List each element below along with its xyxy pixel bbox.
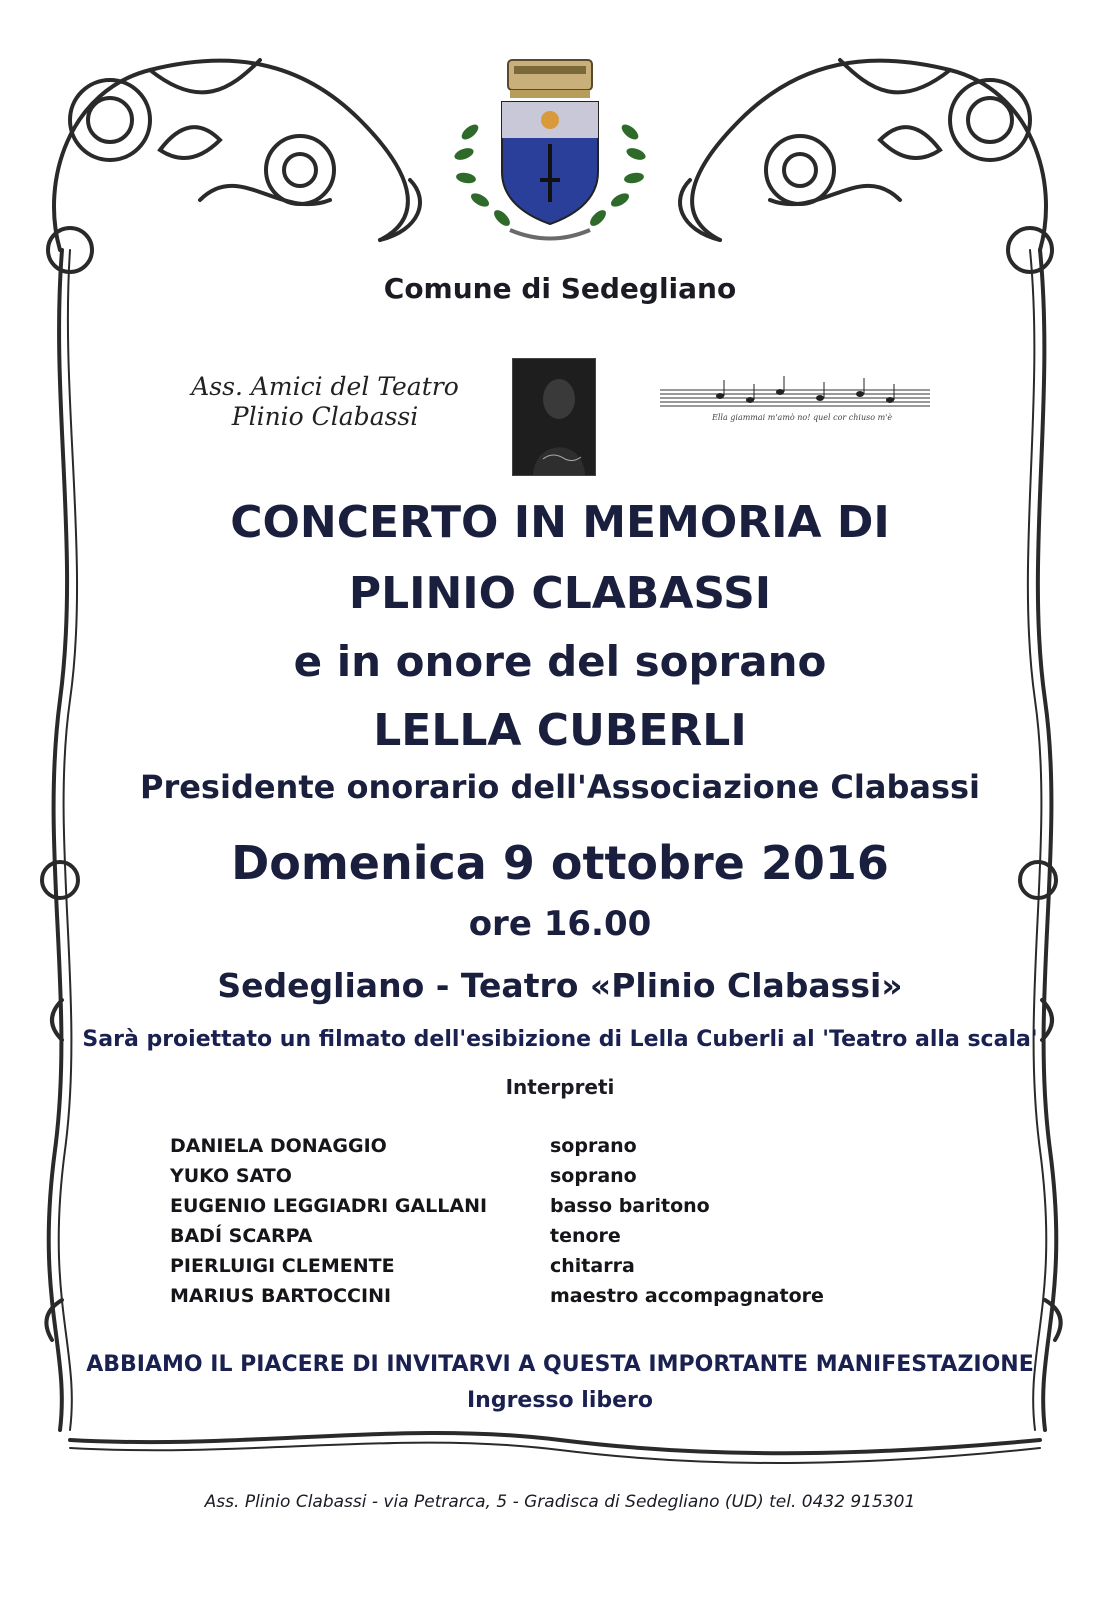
performer-row [170,1195,870,1225]
association-line1: Ass. Amici del Teatro [191,372,459,401]
event-time: ore 16.00 [468,904,652,944]
performer-role: basso baritono [550,1195,710,1217]
association-line2: Plinio Clabassi [231,402,419,431]
performer-row [170,1165,870,1195]
performer-name: BADÍ SCARPA [170,1225,313,1247]
title-line-3: e in onore del soprano [293,637,827,686]
title-line-1: CONCERTO IN MEMORIA DI [230,497,890,548]
film-note: Sarà proiettato un filmato dell'esibizione di Lella Cuberli al 'Teatro alla scala' [82,1027,1038,1052]
title-line-2: PLINIO CLABASSI [348,568,772,619]
performer-row [170,1225,870,1255]
performers-heading: Interpreti [505,1075,615,1099]
performers-list [170,1135,870,1315]
admission-text: Ingresso libero [466,1388,654,1413]
performer-role: chitarra [550,1255,635,1277]
performer-name: YUKO SATO [170,1165,292,1187]
footer-address: Ass. Plinio Clabassi - via Petrarca, 5 - Gradisca di Sedegliano (UD) tel. 0432 915301 [204,1492,916,1512]
performer-name: DANIELA DONAGGIO [170,1135,387,1157]
performer-role: soprano [550,1135,637,1157]
performer-name: PIERLUIGI CLEMENTE [170,1255,395,1277]
coat-of-arms-icon [440,52,660,252]
portrait-photo [512,358,596,476]
performer-role: maestro accompagnatore [550,1285,824,1307]
portrait-silhouette-icon [513,359,595,475]
score-lyrics: Ella giammai m'amò no! quel cor chiuso m'è [712,413,893,422]
performer-role: soprano [550,1165,637,1187]
association-name [170,372,480,432]
performer-row [170,1255,870,1285]
performer-row [170,1285,870,1315]
event-venue: Sedegliano - Teatro «Plinio Clabassi» [217,966,903,1005]
municipality-name: Comune di Sedegliano [383,272,737,305]
event-date: Domenica 9 ottobre 2016 [231,836,889,890]
title-line-4: LELLA CUBERLI [373,705,747,756]
performer-role: tenore [550,1225,621,1247]
performer-row [170,1135,870,1165]
invitation-text: ABBIAMO IL PIACERE DI INVITARVI A QUESTA IMPORTANTE MANIFESTAZIONE [86,1352,1034,1377]
performer-name: MARIUS BARTOCCINI [170,1285,392,1307]
performer-name: EUGENIO LEGGIADRI GALLANI [170,1195,488,1217]
title-line-5: Presidente onorario dell'Associazione Clabassi [139,768,980,806]
